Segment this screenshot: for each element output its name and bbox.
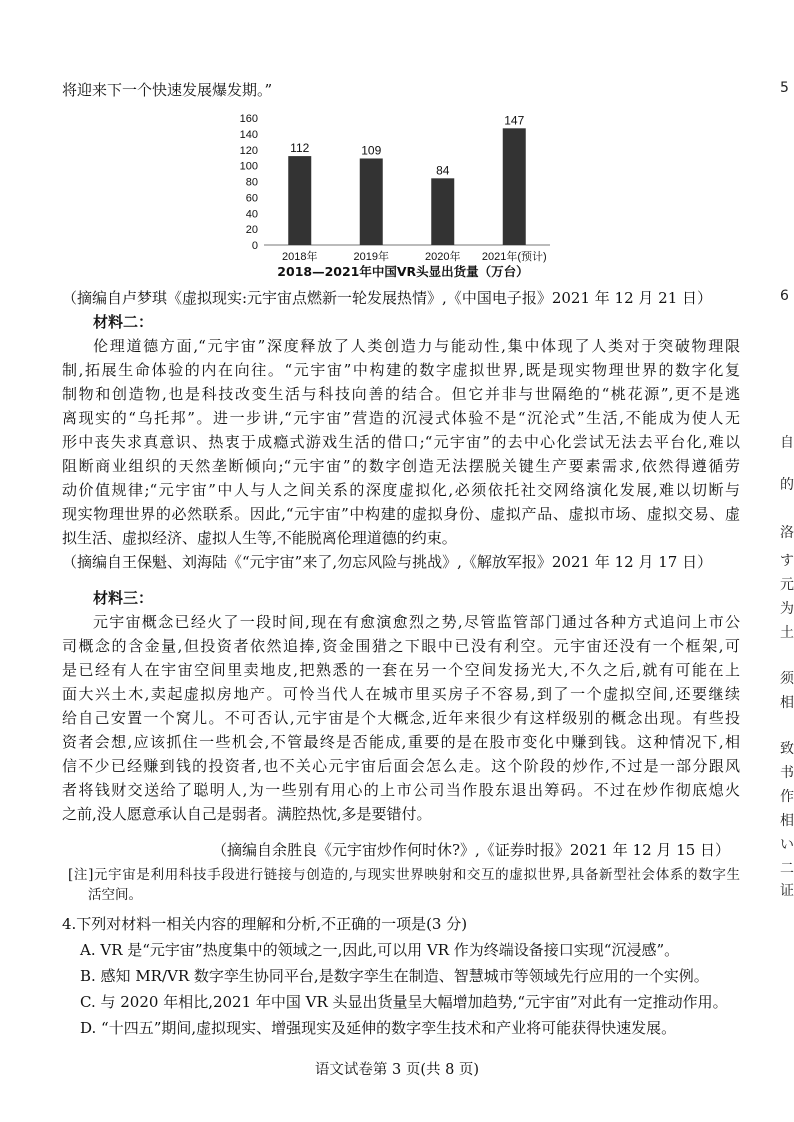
- material-3-line: 给自己安置一个窝儿。不可否认,元宇宙是个大概念,近年来很少有这样级别的概念出现。有些投: [62, 709, 740, 727]
- y-tick-label: 100: [239, 160, 258, 173]
- intro-line: 将迎来下一个快速发展爆发期。”: [62, 81, 273, 99]
- bar-data-label: 109: [361, 143, 382, 158]
- question-option-a: A. VR 是“元宇宙”热度集中的领域之一,因此,可以用 VR 作为终端设备接口实现“沉浸感”。: [80, 941, 680, 959]
- edge-char: 的: [780, 477, 794, 493]
- material-3-line: 司概念的含金量,但投资者依然追捧,资金围猎之下眼中已没有利空。元宇宙还没有一个框架,可: [62, 637, 740, 655]
- material-2-line: 伦理道德方面,“元宇宙”深度释放了人类创造力与能动性,集中体现了人类对于突破物理限: [93, 337, 740, 355]
- footnote-line: [注]元宇宙是利用科技手段进行链接与创造的,与现实世界映射和交互的虚拟世界,具备新型社会体系的数字生: [68, 867, 740, 883]
- edge-char: 自: [780, 435, 794, 451]
- edge-char: 作: [780, 789, 794, 805]
- material-2-line: 拟生活、虚拟经济、虚拟人生等,不能脱离伦理道德的约束。: [62, 529, 457, 547]
- edge-char: 土: [780, 625, 794, 641]
- y-tick-label: 160: [239, 113, 258, 125]
- material-3-line: 是已经有人在宇宙空间里卖地皮,把熟悉的一套在另一个空间发扬光大,不久之后,就有可能在上: [62, 661, 740, 679]
- edge-char: 6: [780, 288, 789, 304]
- material-3-line: 信不少已经赚到钱的投资者,也不关心元宇宙后面会怎么走。这个阶段的炒作,不过是一部分跟风: [62, 757, 740, 775]
- material-2-line: 制,拓展生命体验的内在向往。“元宇宙”中构建的数字虚拟世界,既是现实物理世界的数字化复: [62, 361, 740, 379]
- edge-char: す: [780, 553, 794, 569]
- edge-char: 二: [780, 861, 794, 877]
- bar: [288, 156, 311, 245]
- page-footer: 语文试卷第 3 页(共 8 页): [314, 1062, 480, 1078]
- source-material-1: （摘编自卢梦琪《虚拟现实:元宇宙点燃新一轮发展热情》,《中国电子报》2021 年 12 月 21 日）: [62, 289, 713, 307]
- material-3-line: 者将钱财交送给了聪明人,为一些别有用心的上市公司当作股东退出筹码。不过在炒作彻底熄火: [62, 781, 740, 799]
- bar: [431, 178, 454, 245]
- y-tick-label: 60: [245, 192, 258, 205]
- edge-char: 相: [780, 813, 794, 829]
- y-tick-label: 140: [239, 128, 258, 141]
- source-material-3: （摘编自余胜良《元宇宙炒作何时休?》,《证券时报》2021 年 12 月 15 日）: [212, 841, 731, 859]
- material-2-line: 形中丧失求真意识、热衷于成瘾式游戏生活的借口;“元宇宙”的去中心化尝试无法去平台化,难以: [62, 433, 740, 451]
- edge-char: 证: [780, 883, 794, 899]
- vr-shipment-chart: [228, 104, 558, 284]
- y-tick-label: 0: [251, 240, 258, 252]
- material-2-line: 动价值规律;“元宇宙”中人与人之间关系的深度虚拟化,必须依托社交网络演化发展,难以切断与: [62, 481, 740, 499]
- question-stem: 4.下列对材料一相关内容的理解和分析,不正确的一项是(3 分): [62, 915, 468, 933]
- edge-char: 5: [780, 80, 789, 96]
- material-2-line: 制物和创造物,也是科技改变生活与科技向善的结合。但它并非与世隔绝的“桃花源”,更不是逃: [62, 385, 740, 403]
- footnote-line: 活空间。: [88, 887, 142, 903]
- material-3-line: 元宇宙概念已经火了一段时间,现在有愈演愈烈之势,尽管监管部门通过各种方式追问上市公: [93, 613, 740, 631]
- edge-char: 书: [780, 765, 794, 781]
- bar: [360, 158, 383, 245]
- material-3-line: 面大兴土木,卖起虚拟房地产。可怜当代人在城市里买房子不容易,到了一个虚拟空间,还要继续: [62, 685, 740, 703]
- y-tick-label: 120: [239, 144, 258, 157]
- y-tick-label: 40: [245, 208, 258, 221]
- material-3-line: 之前,没人愿意承认自己是弱者。满腔热忱,多是要错付。: [62, 805, 432, 823]
- question-option-b: B. 感知 MR/VR 数字孪生协同平台,是数字孪生在制造、智慧城市等领域先行应用的一个实例。: [80, 967, 709, 985]
- material-2-line: 现实物理世界的必然联系。因此,“元宇宙”中构建的虚拟身份、虚拟产品、虚拟市场、虚拟交易、虚: [62, 505, 740, 523]
- source-material-2: （摘编自王保魁、刘海陆《“元宇宙”来了,勿忘风险与挑战》,《解放军报》2021 年 12 月 17 日）: [62, 553, 713, 571]
- x-category-label: 2019年: [353, 251, 389, 263]
- question-option-c: C. 与 2020 年相比,2021 年中国 VR 头显出货量呈大幅增加趋势,“元宇宙”对此有一定推动作用。: [80, 993, 728, 1011]
- material-3-heading: 材料三：: [93, 589, 154, 607]
- edge-char: 致: [780, 741, 794, 757]
- bar: [503, 128, 526, 245]
- material-2-line: 离现实的“乌托邦”。进一步讲,“元宇宙”营造的沉浸式体验不是“沉沦式”生活,不能成为使人无: [62, 409, 740, 427]
- edge-char: い: [780, 837, 794, 853]
- chart-title: 2018—2021年中国VR头显出货量（万台）: [277, 264, 529, 279]
- edge-char: 相: [780, 695, 794, 711]
- bar-data-label: 84: [436, 163, 450, 178]
- x-category-label: 2021年(预计): [481, 251, 547, 263]
- x-category-label: 2018年: [282, 251, 318, 263]
- bar-data-label: 112: [290, 141, 310, 156]
- y-tick-label: 80: [245, 176, 258, 189]
- y-tick-label: 20: [245, 224, 258, 237]
- material-2-heading: 材料二：: [93, 313, 154, 331]
- edge-char: 洛: [780, 525, 794, 541]
- material-3-line: 资者会想,应该抓住一些机会,不管最终是否能成,重要的是在股市变化中赚到钱。这种情况下,相: [62, 733, 740, 751]
- edge-char: 为: [780, 601, 794, 617]
- edge-char: 元: [780, 577, 794, 593]
- material-2-line: 阻断商业组织的天然垄断倾向;“元宇宙”的数字创造无法摆脱关键生产要素需求,依然得遵循劳: [62, 457, 740, 475]
- edge-char: 须: [780, 671, 794, 687]
- bar-data-label: 147: [504, 113, 525, 128]
- question-option-d: D. “十四五”期间,虚拟现实、增强现实及延伸的数字孪生技术和产业将可能获得快速发展。: [80, 1019, 677, 1037]
- x-category-label: 2020年: [425, 251, 461, 263]
